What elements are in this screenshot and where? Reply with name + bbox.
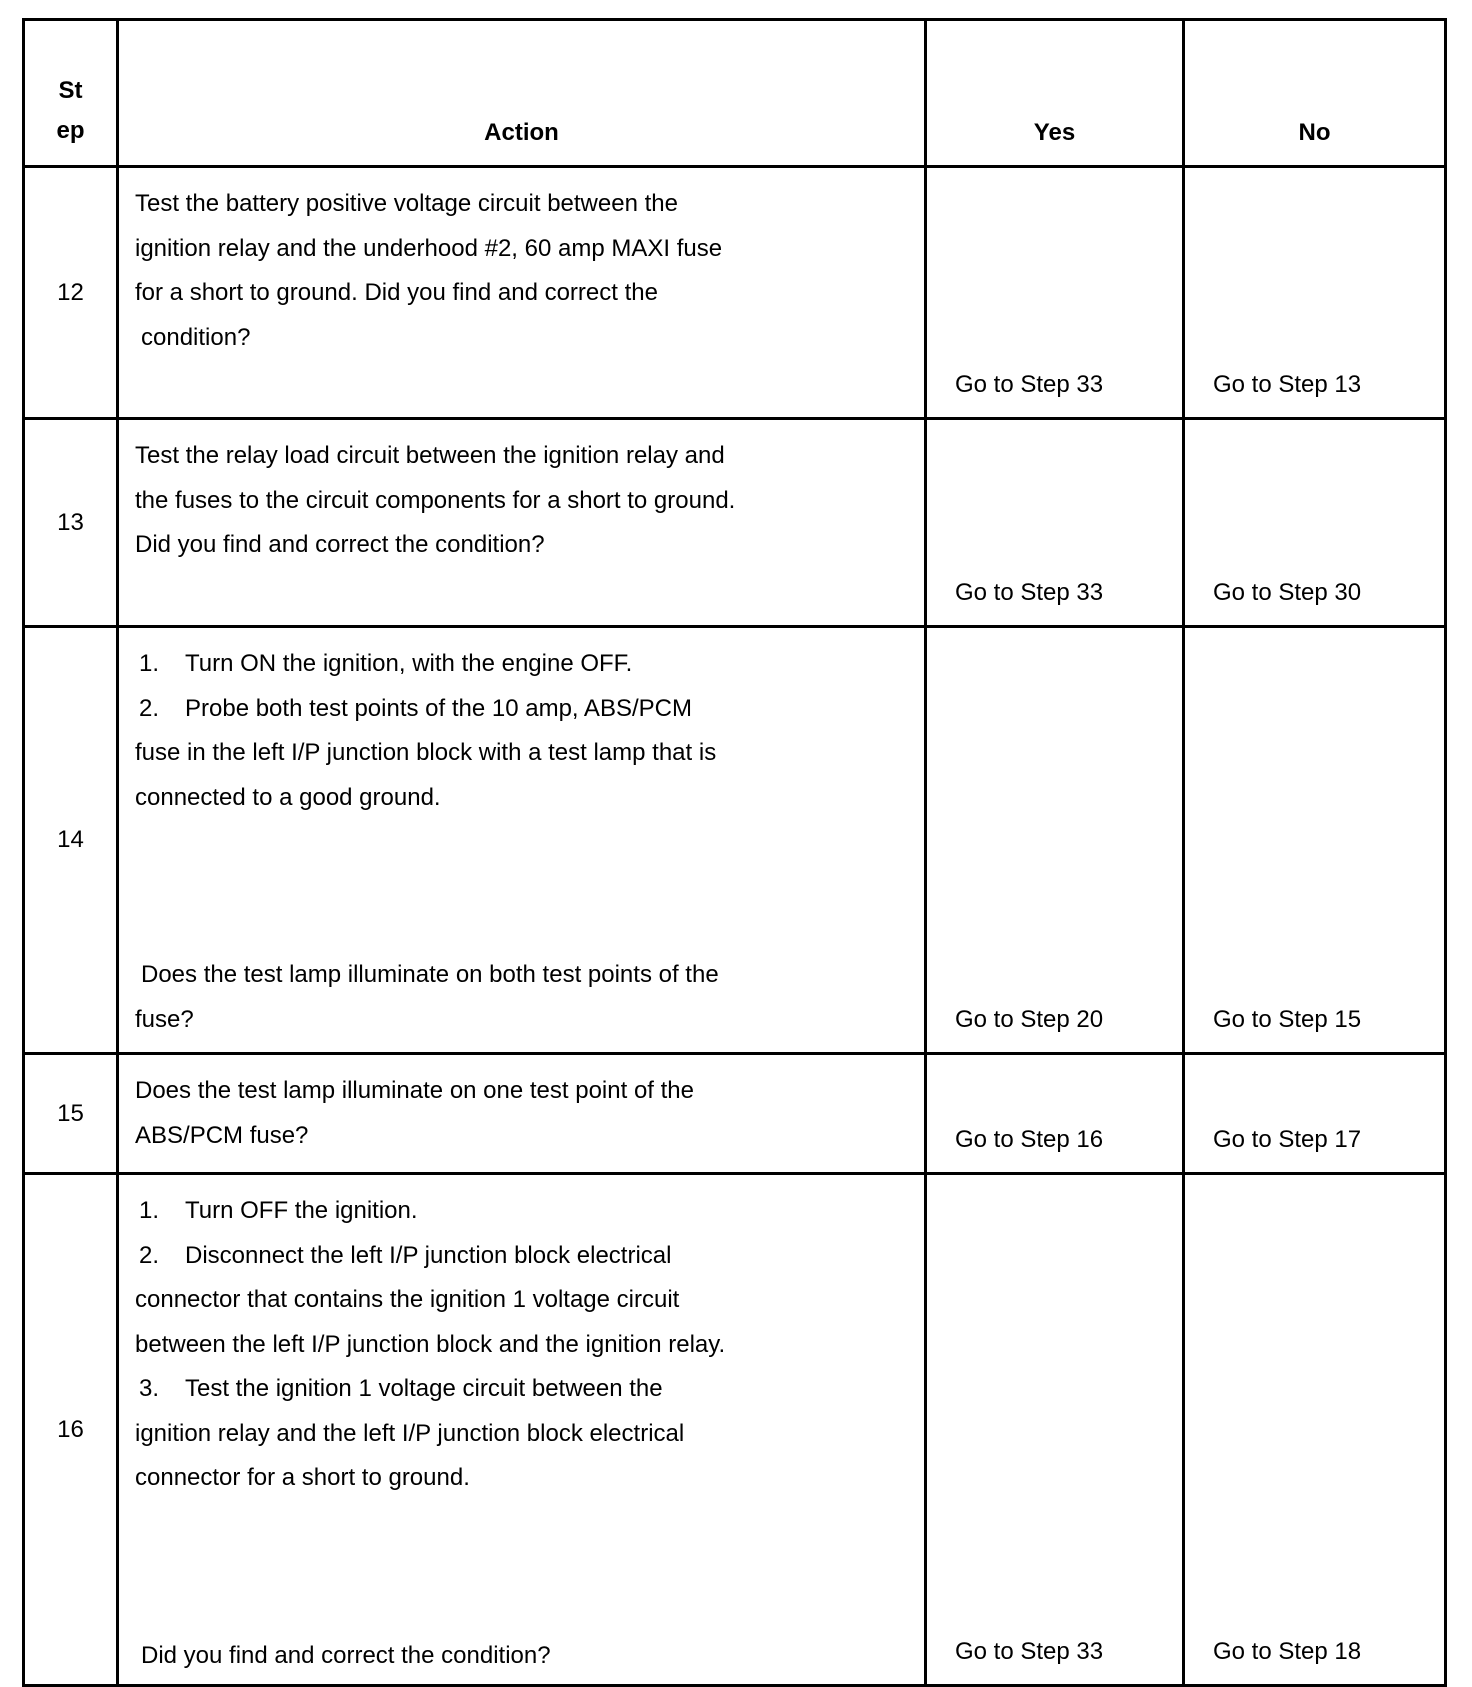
header-step-line1: St [58, 77, 83, 104]
list-item [135, 1367, 914, 1412]
header-no: No [1184, 20, 1446, 167]
step-number: 12 [24, 167, 118, 419]
table-row [24, 167, 1446, 419]
action-cell [118, 1174, 926, 1686]
list-text: Probe both test points of the 10 amp, ABS/PCM [185, 694, 692, 722]
step-number: 14 [24, 627, 118, 1054]
no-cell: Go to Step 30 [1184, 419, 1446, 627]
action-cell [118, 167, 926, 419]
action-line: connector for a short to ground. [135, 1464, 470, 1491]
action-line: ignition relay and the left I/P junction block electrical [135, 1419, 685, 1447]
list-number: 2. [139, 1241, 160, 1269]
step-number: 13 [24, 419, 118, 627]
list-item [135, 1234, 914, 1279]
header-action: Action [118, 20, 926, 167]
list-text: Test the ignition 1 voltage circuit between the [185, 1375, 663, 1402]
yes-cell: Go to Step 33 [926, 419, 1184, 627]
action-cell [118, 627, 926, 1054]
action-line: ignition relay and the underhood #2, 60 amp MAXI fuse [135, 234, 723, 262]
no-cell: Go to Step 17 [1184, 1054, 1446, 1174]
table-row [24, 1054, 1446, 1174]
action-cell [118, 1054, 926, 1174]
question-line: Did you find and correct the condition? [141, 1641, 551, 1669]
header-yes: Yes [926, 20, 1184, 167]
diagnostic-table [22, 18, 1447, 1687]
question-line: Does the test lamp illuminate on both test points of the [141, 961, 719, 988]
question-line: fuse? [135, 1005, 194, 1033]
list-item [135, 642, 914, 687]
yes-cell: Go to Step 20 [926, 627, 1184, 1054]
table-row [24, 1174, 1446, 1686]
list-number: 3. [139, 1375, 160, 1402]
no-cell: Go to Step 13 [1184, 167, 1446, 419]
action-cell [118, 419, 926, 627]
action-line: connector that contains the ignition 1 voltage circuit [135, 1286, 680, 1313]
header-row [24, 20, 1446, 167]
action-line: the fuses to the circuit components for a short to ground. [135, 486, 736, 514]
header-step [24, 20, 118, 167]
no-cell: Go to Step 18 [1184, 1174, 1446, 1686]
list-number: 1. [139, 650, 160, 677]
action-line: Test the relay load circuit between the ignition relay and [135, 442, 725, 469]
list-number: 2. [139, 694, 160, 722]
table-row [24, 627, 1446, 1054]
action-line: connected to a good ground. [135, 783, 441, 811]
no-cell: Go to Step 15 [1184, 627, 1446, 1054]
header-step-line2: ep [56, 117, 85, 144]
action-line: Test the battery positive voltage circuit between the [135, 190, 678, 217]
action-line: condition? [141, 323, 251, 351]
yes-cell: Go to Step 33 [926, 167, 1184, 419]
list-item [135, 1189, 914, 1234]
step-number: 16 [24, 1174, 118, 1686]
yes-cell: Go to Step 16 [926, 1054, 1184, 1174]
step-number: 15 [24, 1054, 118, 1174]
list-number: 1. [139, 1197, 160, 1224]
table-row [24, 419, 1446, 627]
action-line: Does the test lamp illuminate on one test point of the [135, 1077, 694, 1104]
action-line: for a short to ground. Did you find and correct the [135, 279, 658, 306]
action-line: Did you find and correct the condition? [135, 531, 545, 558]
list-text: Turn OFF the ignition. [185, 1197, 418, 1224]
yes-cell: Go to Step 33 [926, 1174, 1184, 1686]
list-text: Turn ON the ignition, with the engine OFF. [185, 650, 633, 677]
list-item [135, 687, 914, 732]
list-text: Disconnect the left I/P junction block electrical [185, 1241, 672, 1269]
action-line: fuse in the left I/P junction block with a test lamp that is [135, 739, 717, 766]
action-line: ABS/PCM fuse? [135, 1121, 309, 1149]
action-line: between the left I/P junction block and the ignition relay. [135, 1330, 726, 1358]
